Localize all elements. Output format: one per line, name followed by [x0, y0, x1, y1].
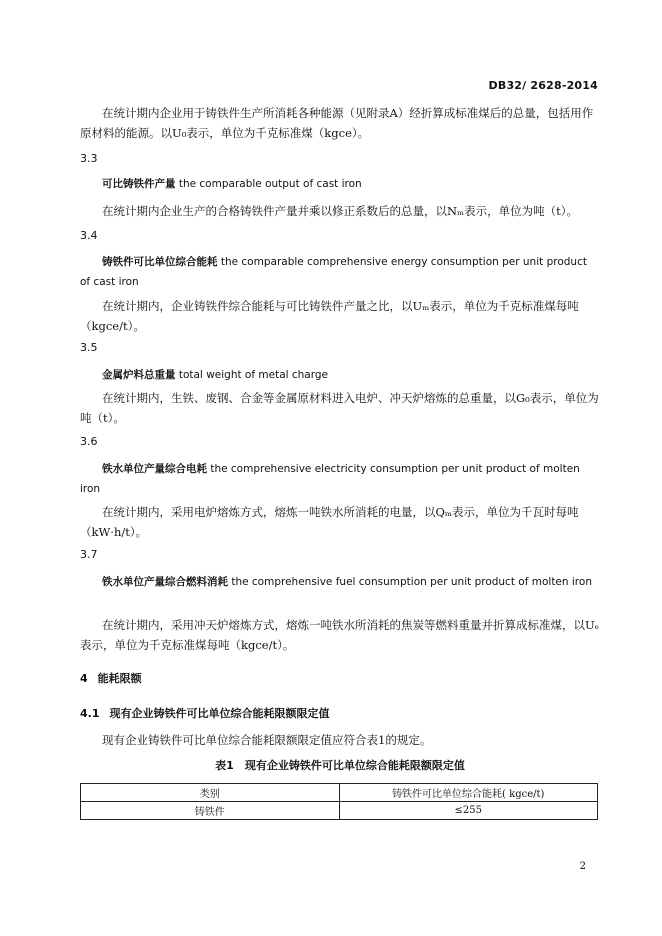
page-number: 2: [579, 861, 586, 872]
term-en: the comparable comprehensive energy consumption per unit product of cast iron: [80, 256, 587, 288]
term-en: the comprehensive fuel consumption per unit product of molten iron: [231, 576, 592, 588]
table-header-cell: 铸铁件可比单位综合能耗( kgce/t): [339, 784, 598, 802]
table-cell: 铸铁件: [81, 802, 340, 820]
term-cn: 可比铸铁件产量: [102, 178, 176, 190]
section-number-3-4: 3.4: [80, 229, 98, 242]
section-number-3-6: 3.6: [80, 435, 98, 448]
table-cell: ≤255: [339, 802, 598, 820]
definition-3-7: 在统计期内，采用冲天炉熔炼方式，熔炼一吨铁水所消耗的焦炭等燃料重量并折算成标准煤，以Uₑ表示，单位为千克标准煤每吨（kgce/t）。: [80, 618, 600, 652]
section-number-3-7: 3.7: [80, 548, 98, 561]
section-number-3-3: 3.3: [80, 152, 98, 165]
definition-3-6: 在统计期内，采用电炉熔炼方式，熔炼一吨铁水所消耗的电量，以Qₘ表示，单位为千瓦时每吨（kW·h/t）。: [80, 505, 579, 539]
term-cn: 铁水单位产量综合电耗: [102, 463, 207, 475]
definition-3-4: 在统计期内，企业铸铁件综合能耗与可比铸铁件产量之比，以Uₘ表示，单位为千克标准煤每吨（kgce/t）。: [80, 299, 579, 333]
section-number: 4.1: [80, 707, 100, 720]
term-3-5: [80, 365, 600, 385]
term-en: the comparable output of cast iron: [178, 178, 362, 190]
definition-3-5: 在统计期内，生铁、废钢、合金等金属原材料进入电炉、冲天炉熔炼的总重量，以G₀表示，单位为吨（t）。: [80, 391, 599, 425]
table-caption: 表1 现有企业铸铁件可比单位综合能耗限额限定值: [215, 759, 465, 772]
term-en: the comprehensive electricity consumption per unit product of molten iron: [80, 463, 580, 495]
term-3-6: [80, 459, 600, 499]
table-header-cell: 类别: [81, 784, 340, 802]
term-3-3: [80, 174, 600, 194]
section-number: 4: [80, 672, 88, 685]
limit-value-table: [80, 783, 598, 820]
term-3-4: [80, 252, 600, 292]
term-cn: 铸铁件可比单位综合能耗: [102, 256, 218, 268]
section-heading-4: [80, 670, 142, 686]
definition-3-3: 在统计期内企业生产的合格铸铁件产量并乘以修正系数后的总量，以Nₘ表示，单位为吨（t）。: [102, 204, 578, 218]
section-number-3-5: 3.5: [80, 341, 98, 354]
standard-code: DB32/ 2628-2014: [488, 79, 598, 92]
section-heading-4-1: [80, 705, 330, 721]
paragraph-4-1: 现有企业铸铁件可比单位综合能耗限额限定值应符合表1的规定。: [102, 733, 432, 747]
term-cn: 铁水单位产量综合燃料消耗: [102, 576, 228, 588]
paragraph-energy-definition: 在统计期内企业用于铸铁件生产所消耗各种能源（见附录A）经折算成标准煤后的总量，包括用作原材料的能源。以U₀表示，单位为千克标准煤（kgce）。: [80, 106, 594, 140]
table-row: [81, 802, 598, 820]
term-en: total weight of metal charge: [178, 369, 329, 381]
table-header-row: [81, 784, 598, 802]
term-3-7: [80, 572, 600, 592]
term-cn: 金属炉料总重量: [102, 369, 176, 381]
section-title: 能耗限额: [97, 672, 142, 685]
section-title: 现有企业铸铁件可比单位综合能耗限额限定值: [109, 707, 330, 720]
